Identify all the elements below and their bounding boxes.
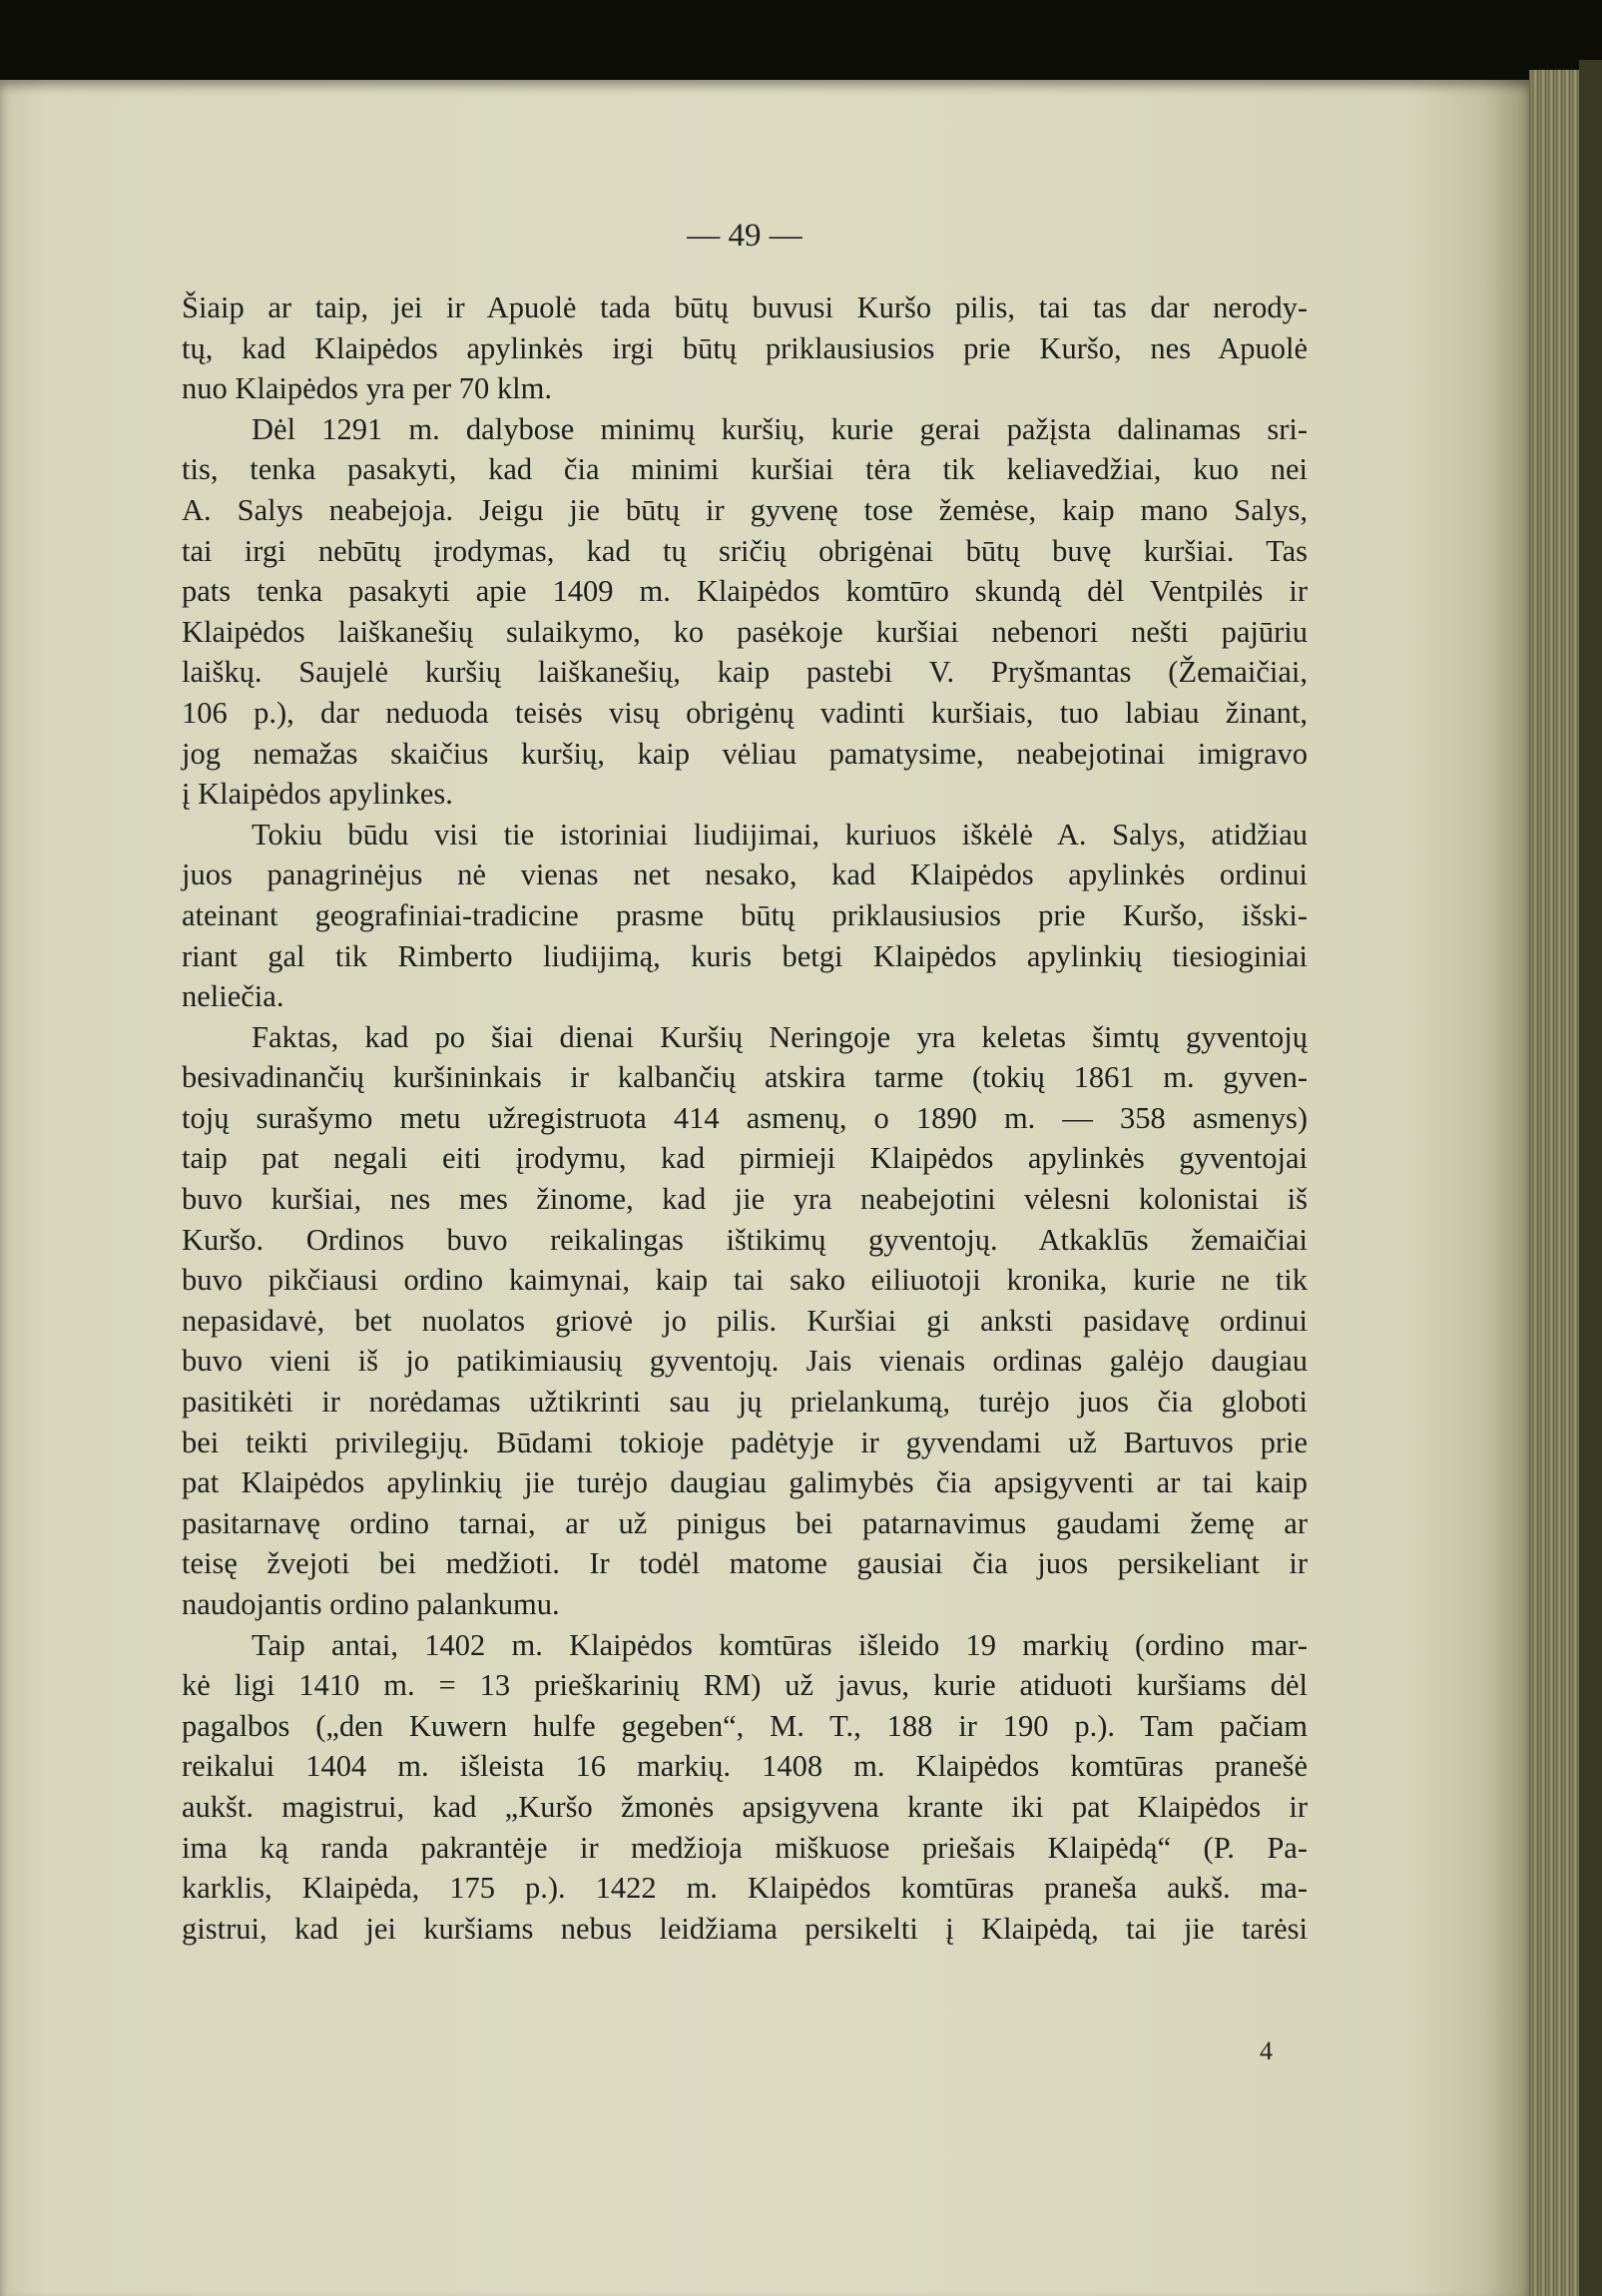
text-line: tų, kad Klaipėdos apylinkės irgi būtų priklausiusios prie Kuršo, nes Apuolė <box>182 330 1308 365</box>
text-line: 106 p.), dar neduoda teisės visų obrigėnų vadinti kuršiais, tuo labiau žinant, <box>182 695 1308 730</box>
text-line: kė ligi 1410 m. = 13 prieškarinių RM) už javus, kurie atiduoti kuršiams dėl <box>182 1668 1308 1703</box>
text-line: A. Salys neabejoja. Jeigu jie būtų ir gyvenę tose žemėse, kaip mano Salys, <box>182 492 1308 527</box>
text-line: Tokiu būdu visi tie istoriniai liudijimai, kuriuos iškėlė A. Salys, atidžiau <box>252 817 1308 852</box>
page-edge <box>1529 70 1579 2296</box>
text-line: besivadinančių kuršininkais ir kalbančių atskira tarme (tokių 1861 m. gyven- <box>182 1060 1308 1095</box>
text-line: buvo kuršiai, nes mes žinome, kad jie yra neabejotini vėlesni kolonistai iš <box>182 1182 1308 1217</box>
text-line: bei teikti privilegijų. Būdami tokioje padėtyje ir gyvendami už Bartuvos prie <box>182 1425 1308 1459</box>
text-line: Kuršo. Ordinos buvo reikalingas ištikimų gyventojų. Atkaklūs žemaičiai <box>182 1222 1308 1257</box>
text-line: neliečia. <box>182 979 284 1014</box>
text-line: juos panagrinėjus nė vienas net nesako, kad Klaipėdos apylinkės ordinui <box>182 858 1308 892</box>
text-line: Taip antai, 1402 m. Klaipėdos komtūras išleido 19 markių (ordino mar- <box>252 1627 1308 1662</box>
text-line: tojų surašymo metu užregistruota 414 asmenų, o 1890 m. — 358 asmenys) <box>182 1100 1308 1135</box>
text-line: jog nemažas skaičius kuršių, kaip vėliau pamatysime, neabejotinai imigravo <box>182 736 1308 771</box>
body-text <box>182 287 1308 1949</box>
text-line: pasitikėti ir norėdamas užtikrinti sau jų prielankumą, turėjo juos čia globoti <box>182 1385 1308 1420</box>
text-line: naudojantis ordino palankumu. <box>182 1587 560 1621</box>
text-line: į Klaipėdos apylinkes. <box>182 777 453 812</box>
book-spine <box>1579 60 1602 2296</box>
text-line: nepasidavė, bet nuolatos griovė jo pilis. Kuršiai gi anksti pasidavę ordinui <box>182 1303 1308 1338</box>
text-line: pagalbos („den Kuwern hulfe gegeben“, M. T., 188 ir 190 p.). Tam pačiam <box>182 1708 1308 1743</box>
text-line: Faktas, kad po šiai dienai Kuršių Neringoje yra keletas šimtų gyventojų <box>252 1019 1308 1054</box>
text-line: ima ką randa pakrantėje ir medžioja miškuose priešais Klaipėdą“ (P. Pa- <box>182 1830 1308 1865</box>
text-line: ateinant geografiniai-tradicine prasme būtų priklausiusios prie Kuršo, išski- <box>182 897 1308 932</box>
text-line: reikalui 1404 m. išleista 16 markių. 1408 m. Klaipėdos komtūras pranešė <box>182 1749 1308 1784</box>
text-line: Šiaip ar taip, jei ir Apuolė tada būtų buvusi Kuršo pilis, tai tas dar nerody- <box>182 290 1308 324</box>
text-line: tai irgi nebūtų įrodymas, kad tų sričių obrigėnai būtų buvę kuršiai. Tas <box>182 533 1308 568</box>
text-line: karklis, Klaipėda, 175 p.). 1422 m. Klaipėdos komtūras praneša aukš. ma- <box>182 1871 1308 1906</box>
text-line: gistrui, kad jei kuršiams nebus leidžiama persikelti į Klaipėdą, tai jie tarėsi <box>182 1911 1308 1946</box>
text-line: pats tenka pasakyti apie 1409 m. Klaipėdos komtūro skundą dėl Ventpilės ir <box>182 574 1308 609</box>
text-line: buvo vieni iš jo patikimiausių gyventojų. Jais vienais ordinas galėjo daugiau <box>182 1344 1308 1379</box>
text-line: teisę žvejoti bei medžioti. Ir todėl matome gausiai čia juos persikeliant ir <box>182 1546 1308 1581</box>
text-line: taip pat negali eiti įrodymu, kad pirmieji Klaipėdos apylinkės gyventojai <box>182 1141 1308 1176</box>
signature-mark: 4 <box>1260 2036 1273 2065</box>
text-line: nuo Klaipėdos yra per 70 klm. <box>182 371 553 406</box>
text-line: pat Klaipėdos apylinkių jie turėjo daugiau galimybės čia apsigyventi ar tai kaip <box>182 1465 1308 1500</box>
text-line: buvo pikčiausi ordino kaimynai, kaip tai sako eiliuotoji kronika, kurie ne tik <box>182 1263 1308 1298</box>
text-line: Klaipėdos laiškanešių sulaikymo, ko pasėkoje kuršiai nebenori nešti pajūriu <box>182 614 1308 649</box>
text-line: Dėl 1291 m. dalybose minimų kuršių, kurie gerai pažįsta dalinamas sri- <box>252 411 1308 446</box>
text-line: pasitarnavę ordino tarnai, ar už pinigus bei patarnavimus gaudami žemę ar <box>182 1505 1308 1540</box>
text-line: tis, tenka pasakyti, kad čia minimi kuršiai tėra tik keliavedžiai, kuo nei <box>182 452 1308 487</box>
text-line: laiškų. Saujelė kuršių laiškanešių, kaip pastebi V. Pryšmantas (Žemaičiai, <box>182 655 1308 690</box>
text-line: aukšt. magistrui, kad „Kuršo žmonės apsigyvena krante iki pat Klaipėdos ir <box>182 1789 1308 1824</box>
text-line: riant gal tik Rimberto liudijimą, kuris betgi Klaipėdos apylinkių tiesioginiai <box>182 938 1308 973</box>
page-number: — 49 — <box>687 218 802 254</box>
